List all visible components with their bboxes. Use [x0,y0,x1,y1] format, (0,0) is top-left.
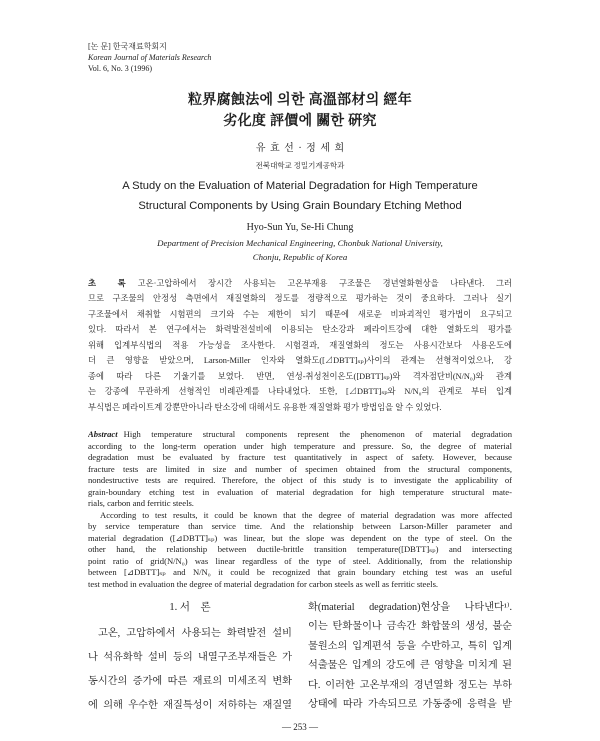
affiliation-english-line: Department of Precision Mechanical Engineering, Chonbuk National University, [157,238,443,248]
abstract-english-line [88,429,512,441]
abstract-korean-text: 고온·고압하에서 장시간 사용되는 고온부재용 구조물은 경년열화현상을 나타낸다. 그러 [137,278,512,288]
abstract-korean-line: 는 강종에 무관하게 선형적인 비례관계를 나타내었다. 또한, [⊿DBTT]ₛₚ와 N/N₀의 관계로 부터 입계 [88,387,512,396]
abstract-english-line: According to test results, it could be known that the degree of material degradation was more affected [100,509,512,520]
title-korean [0,90,600,132]
journal-volume: Vol. 6, No. 3 (1996) [88,64,153,73]
title-english-line: A Study on the Evaluation of Material Degradation for High Temperature [122,180,478,192]
abstract-english [88,429,512,590]
body-line: 상태에 따라 가속되므로 가동중에 응력을 받 [308,699,512,711]
abstract-english-line: by service temperature than service time. And the relationship between Larson-Miller parameter and [88,521,512,531]
journal-name-en: Korean Journal of Materials Research [88,53,212,62]
abstract-korean-line: 더 큰 영향을 받았으며, Larson-Miller 인자와 열화도([⊿DBTT]ₛₚ)사이의 관계는 선형적이었으나, 강 [88,356,512,365]
abstract-english-line: material degradation ([⊿DBTT]ₛₚ) was linear, but the slope was dependent on the type of steel. On the [88,532,512,543]
abstract-english-text: High temperature structural components represent the phenomenon of material degradation [123,429,512,439]
abstract-korean-line: 위해 입계부식법의 적용 가능성을 조사한다. 시험결과, 재질열화의 정도는 사용시간보다 사용온도에 [88,340,512,350]
page-number: — 253 — [282,722,318,732]
abstract-korean-line: 종에 따라 다른 기울기를 보였다. 반면, 연성-취성천이온도([DBTT]ₛₚ)와 격자점단비(N/N₀)와 관계 [88,371,512,381]
body-line: 고온, 고압하에서 사용되는 화력발전 설비 [98,628,292,639]
abstract-english-label: Abstract [88,429,118,439]
body-line: 나 석유화학 설비 등의 내열구조부재들은 가 [88,652,292,663]
abstract-english-line: grain-boundary etching test in evaluation of material degradation for high temperature structural mate- [88,486,512,497]
affiliation-korean: 전북대학교 정밀기계공학과 [255,161,345,170]
abstract-korean-line: 있다. 따라서 본 연구에서는 화력발전설비에 이용되는 탄소강과 페라이트강에 대한 열화도의 평가를 [88,325,512,334]
title-english [0,177,600,216]
title-korean-line: 粒界腐蝕法에 의한 高溫部材의 經年 [188,93,412,108]
section-heading: 1. 서 론 [169,602,211,613]
affiliation-english-line: Chonju, Republic of Korea [252,252,348,262]
body-column-left [88,622,292,718]
title-english-line: Structural Components by Using Grain Boundary Etching Method [138,199,462,212]
abstract-english-line: nondestructive tests are required. Therefore, the object of this study is to investigate the applicability of [88,475,512,485]
abstract-english-line: point ratio of grid(N/N₀) was linear regardless of the type of steel. Additionally, from the relationship [88,555,512,566]
abstract-english-line: degradation must be evaluated by fracture test quantitatively in aspect of safety. However, because [88,452,512,462]
abstract-english-line: according to the long-term operation under high temperature and pressure. So, the degree of material [88,440,512,451]
body-column-right [308,598,512,714]
body-line: 에 의해 우수한 재질특성이 저하하는 재질열 [88,700,292,711]
abstract-english-line: fracture tests are limited in size and number of specimen obtained from the structural components, [88,463,512,474]
abstract-english-line: other hand, the relationship between ductile-brittle transition temperature([DBTT]ₛₚ) and intersecting [88,544,512,554]
abstract-korean-line: 므로 구조물의 안정성 측면에서 재질열화의 정도를 정량적으로 평가하는 것이 중요하다. 그러나 실기 [88,294,512,303]
affiliation-english [0,236,600,264]
abstract-korean [88,276,512,416]
abstract-english-line: test method in evaluation the degree of material degradation for carbon steels as well as ferritic steels. [88,578,439,589]
abstract-korean-line: 부식법은 페라이트계 강뿐만아니라 탄소강에 대해서도 유용한 재질열화 평가 방법임을 알 수 있었다. [88,402,442,412]
abstract-korean-line [88,276,512,292]
authors-english: Hyo-Sun Yu, Se-Hi Chung [246,222,354,233]
abstract-english-line: between [⊿DBTT]ₛₚ and N/N₀ it could be recognized that grain boundary etching test was an useful [88,567,512,577]
body-line: 동시간의 증가에 따른 재료의 미세조직 변화 [88,676,292,687]
body-line: 화(material degradation)현상을 나타낸다¹⁾. [308,602,512,613]
body-line: 물원소의 입계편석 등을 수반하고, 특히 입계 [308,640,512,652]
body-line: 다. 이러한 고온부재의 경년열화 정도는 부하 [308,679,512,691]
body-line: 석출물은 입계의 강도에 큰 영향을 미치게 된 [308,660,512,672]
abstract-english-line: rials, carbon and ferritic steels. [88,498,194,508]
journal-header [88,41,348,74]
abstract-korean-label: 초 록 [88,278,126,288]
authors-korean: 유 효 선 · 정 세 희 [255,143,345,154]
body-line: 이는 탄화물이나 금속간 화합물의 생성, 불순 [308,621,512,633]
journal-label: [논 문] 한국재료학회지 [88,42,167,51]
abstract-korean-line: 구조물에서 채취할 시험편의 크기와 수는 제한이 되기 때문에 새로운 비파괴적인 평가법이 요구되고 [88,309,512,319]
title-korean-line: 劣化度 評價에 關한 硏究 [223,114,377,129]
